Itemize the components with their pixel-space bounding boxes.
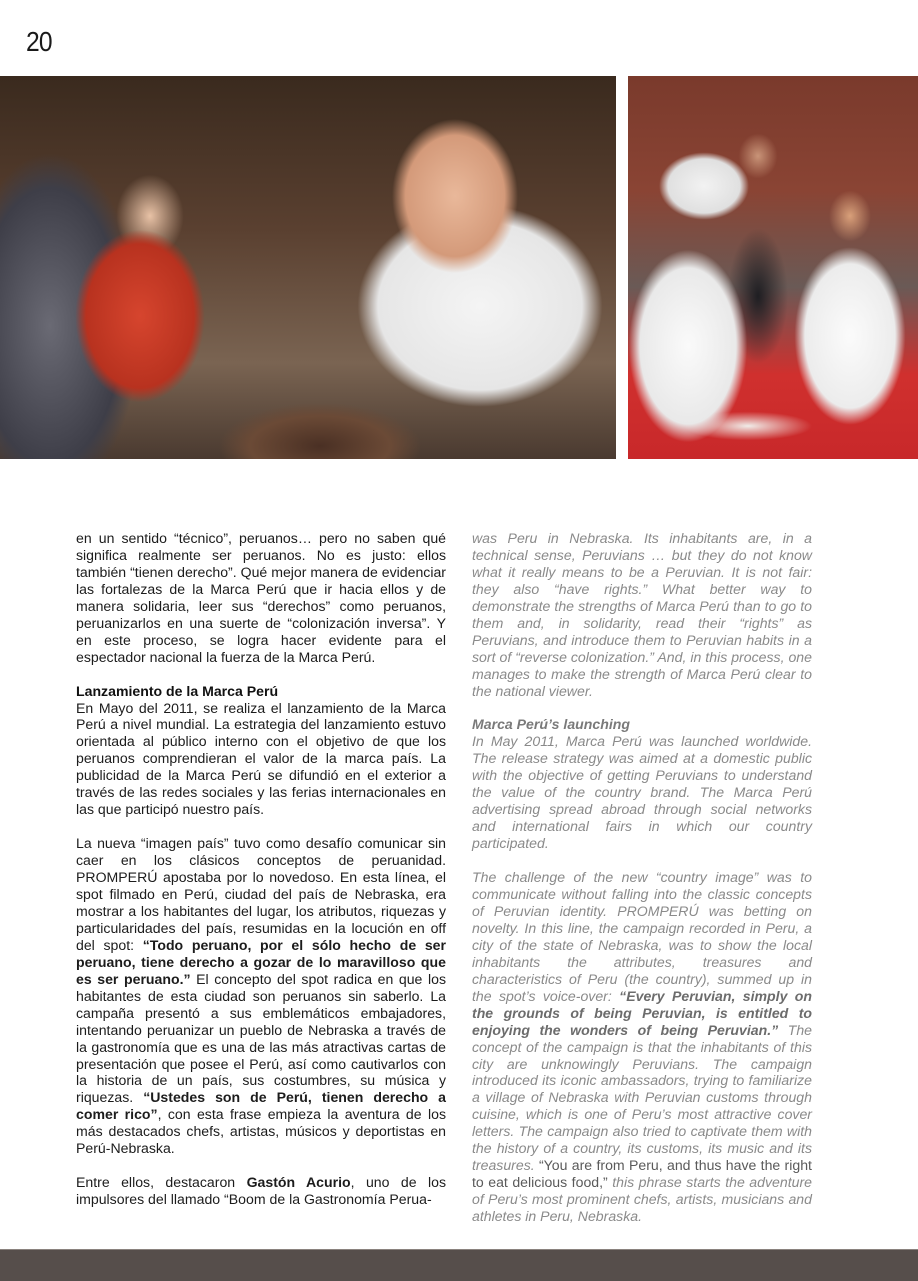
spanish-section-heading: Lanzamiento de la Marca Perú [76, 682, 279, 699]
spanish-paragraph-launch: En Mayo del 2011, se realiza el lanzamiento de la Marca Perú a nivel mundial. La estrategia del lanzamiento estuvo orientada al público interno con el objetivo de que los peruanos comprendieran el valor de la marca país. La publicidad de la Marca Perú se difundió en el exterior a través de las redes sociales y las ferias internacionales en las que participó nuestro país. [76, 699, 446, 818]
spanish-quote-food: “Ustedes son de Perú, tienen derecho a comer rico” [76, 1089, 447, 1123]
chefs-cooking-outdoors-photo [628, 76, 918, 459]
spanish-paragraph-text: , uno de los impulsores del llamado “Boom de la Gastronomía Perua- [76, 1174, 446, 1208]
spanish-paragraph-country-image [76, 835, 446, 1157]
spanish-paragraph-text: El concepto del spot radica en que los habitantes de esta ciudad son peruanos sin saberlo. La campaña presentó a sus emblemáticos embajadores, intentando peruanizar un pueblo de Nebraska a través de la gastronomía que es una de las más atractivas cartas de presentación que posee el Perú, así como cautivarlos con la historia de un país, sus costumbres, su música y riquezas. [76, 970, 446, 1106]
english-paragraph-country-image [472, 869, 812, 1225]
page-number: 20 [26, 26, 52, 57]
english-text-column [472, 530, 812, 1242]
english-paragraph-text: this phrase starts the adventure of Peru’s most prominent chefs, artists, musicians and athletes in Peru, Nebraska. [472, 1174, 812, 1225]
spanish-intro-paragraph: en un sentido “técnico”, peruanos… pero no saben qué significa realmente ser peruanos. No es justo: ellos también “tienen derecho”. Qué mejor manera de evidenciar las fortalezas de la Marca Perú que ir hacia ellos y de manera solidaria, leer sus “derechos” como peruanos, peruanizarlos en una suerte de “colonización inversa”. Y en este proceso, se logra hacer evidente para el espectador nacional la fuerza de la Marca Perú. [76, 530, 446, 665]
english-paragraph-launch: In May 2011, Marca Perú was launched worldwide. The release strategy was aimed at a domestic public with the objective of getting Peruvians to understand the value of the country brand. The Marca Perú advertising spread abroad through social networks and international fairs in which our country participated. [472, 733, 812, 852]
spanish-paragraph-gaston [76, 1174, 446, 1208]
english-paragraph-text: The concept of the campaign is that the inhabitants of this city are unknowingly Peruvians. The campaign introduced its iconic ambassadors, trying to familiarize a village of Nebraska with Peruvian customs through cuisine, which is one of Peru’s most attractive cover letters. The campaign also tried to captivate them with the history of a country, its customs, its music and its treasures. [472, 1021, 813, 1174]
spanish-paragraph-text: Entre ellos, destacaron [76, 1174, 247, 1191]
spanish-name-gaston-acurio: Gastón Acurio [246, 1174, 351, 1191]
spanish-quote-voiceover: “Todo peruano, por el sólo hecho de ser peruano, tiene derecho a gozar de lo maravilloso que es ser peruano.” [76, 936, 446, 987]
spanish-paragraph-text: La nueva “imagen país” tuvo como desafío comunicar sin caer en los clásicos conceptos de peruanidad. PROMPERÚ apostaba por lo novedoso. En esta línea, el spot filmado en Perú, ciudad del país de Nebraska, era mostrar a los habitantes del lugar, los atributos, riquezas y particularidades del país, resumidas en la locución en off del spot: [76, 835, 446, 953]
english-section-heading: Marca Perú’s launching [472, 716, 630, 733]
chef-dinner-with-family-photo [0, 76, 616, 459]
english-intro-paragraph: was Peru in Nebraska. Its inhabitants are, in a technical sense, Peruvians … but they do not know what it really means to be a Peruvian. It is not fair: they also “have rights.” What better way to demonstrate the strengths of Marca Perú than to go to them and, in solidarity, read their “rights” as Peruvians, and introduce them to Peruvian habits in a sort of “reverse colonization.” And, in this process, one manages to make the strength of Marca Perú clear to the national viewer. [472, 530, 812, 699]
spanish-text-column [76, 530, 446, 1225]
english-paragraph-text: The challenge of the new “country image” was to communicate without falling into the classic concepts of Peruvian identity. PROMPERÚ was betting on novelty. In this line, the campaign recorded in Peru, a city of the state of Nebraska, was to show the local inhabitants the attributes, treasures and characteristics of Peru (the country), summed up in the spot’s voice-over: [472, 869, 812, 1004]
english-quote-voiceover: “Every Peruvian, simply on the grounds of being Peruvian, is entitled to enjoying the wonders of being Peruvian.” [472, 987, 812, 1038]
footer-bar [0, 1249, 918, 1281]
spanish-paragraph-text: , con esta frase empieza la aventura de los más destacados chefs, artistas, músicos y deportistas en Perú-Nebraska. [76, 1106, 446, 1157]
english-quote-food: “You are from Peru, and thus have the right to eat delicious food,” [472, 1157, 812, 1191]
